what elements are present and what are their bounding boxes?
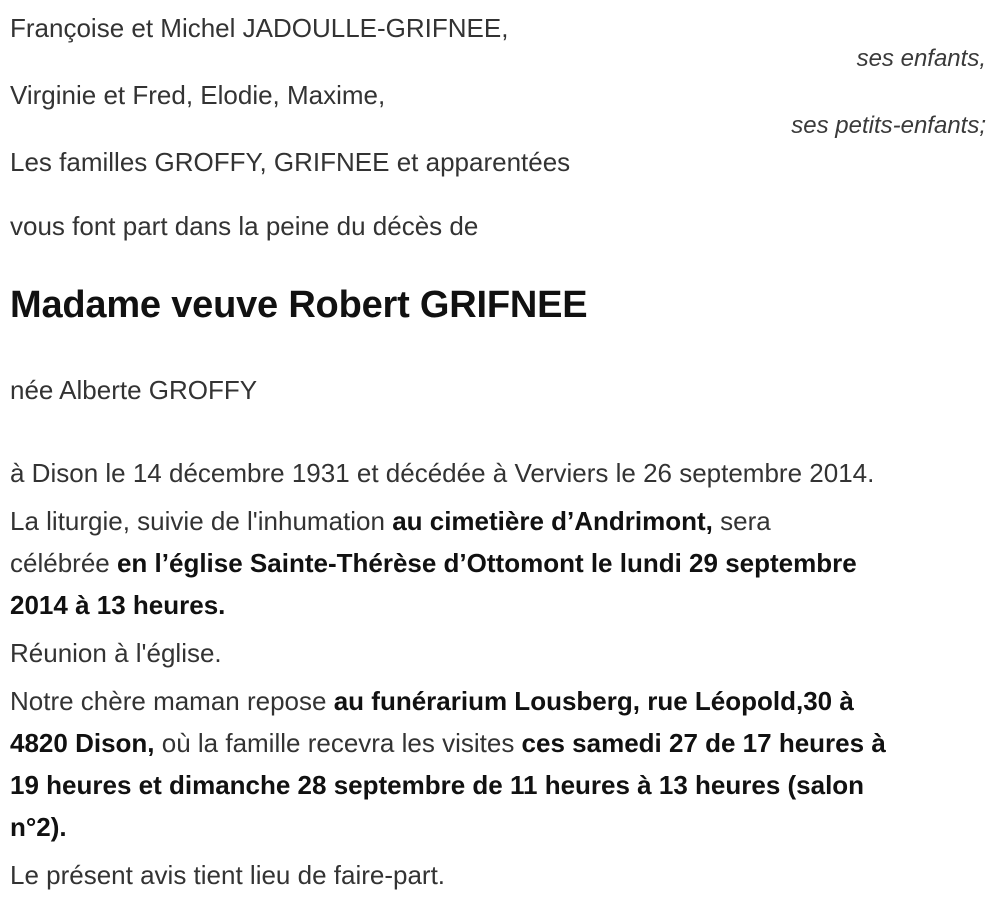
repose-saturday-bold: ces samedi 27 de 17 heures à xyxy=(521,727,886,758)
meeting-text: Réunion à l'église. xyxy=(10,637,222,668)
liturgy-l1-tail: sera xyxy=(712,505,771,536)
repose-paragraph xyxy=(10,680,986,848)
grandchildren-names: Virginie et Fred, Elodie, Maxime, xyxy=(10,80,386,110)
families-line: Les familles GROFFY, GRIFNEE et apparentées xyxy=(10,147,571,177)
repose-funerarium-bold: au funérarium Lousberg, rue Léopold,30 à xyxy=(333,685,854,716)
liturgy-datetime-bold: 2014 à 13 heures. xyxy=(10,589,226,620)
meeting-paragraph xyxy=(10,632,986,674)
liturgy-paragraph xyxy=(10,500,986,626)
repose-l1-regular: Notre chère maman repose xyxy=(10,685,334,716)
life-dates-paragraph xyxy=(10,452,986,494)
closing-paragraph xyxy=(10,854,986,896)
liturgy-church-bold: en l’église Sainte-Thérèse d’Ottomont le lundi 29 septembre xyxy=(116,547,857,578)
deceased-name-title: Madame veuve Robert GRIFNEE xyxy=(10,283,588,326)
liturgy-line-2 xyxy=(10,548,857,578)
repose-city-bold: 4820 Dison, xyxy=(10,727,155,758)
details-section xyxy=(10,452,986,896)
liturgy-line-3 xyxy=(10,590,225,620)
repose-l2-regular: où la famille recevra les visites xyxy=(154,727,522,758)
liturgy-l1-regular: La liturgie, suivie de l'inhumation xyxy=(10,505,393,536)
life-dates-text: à Dison le 14 décembre 1931 et décédée à Verviers le 26 septembre 2014. xyxy=(10,457,875,488)
closing-text: Le présent avis tient lieu de faire-part. xyxy=(10,859,446,890)
liturgy-cemetery-bold: au cimetière d’Andrimont, xyxy=(392,505,713,536)
maiden-name: née Alberte GROFFY xyxy=(10,374,258,405)
children-names: Françoise et Michel JADOULLE-GRIFNEE, xyxy=(10,13,509,43)
repose-line-3 xyxy=(10,770,864,800)
liturgy-l2-regular: célébrée xyxy=(10,547,117,578)
repose-line-4 xyxy=(10,812,67,842)
repose-sunday-bold: 19 heures et dimanche 28 septembre de 11 heures à 13 heures (salon xyxy=(10,769,865,800)
grandchildren-relation-label: ses petits-enfants; xyxy=(791,111,986,139)
announcement-section xyxy=(10,12,986,243)
repose-salon-bold: n°2). xyxy=(10,811,67,842)
announcement-intro: vous font part dans la peine du décès de xyxy=(10,210,479,241)
repose-line-1 xyxy=(10,686,854,716)
liturgy-line-1 xyxy=(10,506,771,536)
repose-line-2 xyxy=(10,728,886,758)
children-relation-label: ses enfants, xyxy=(856,44,986,72)
